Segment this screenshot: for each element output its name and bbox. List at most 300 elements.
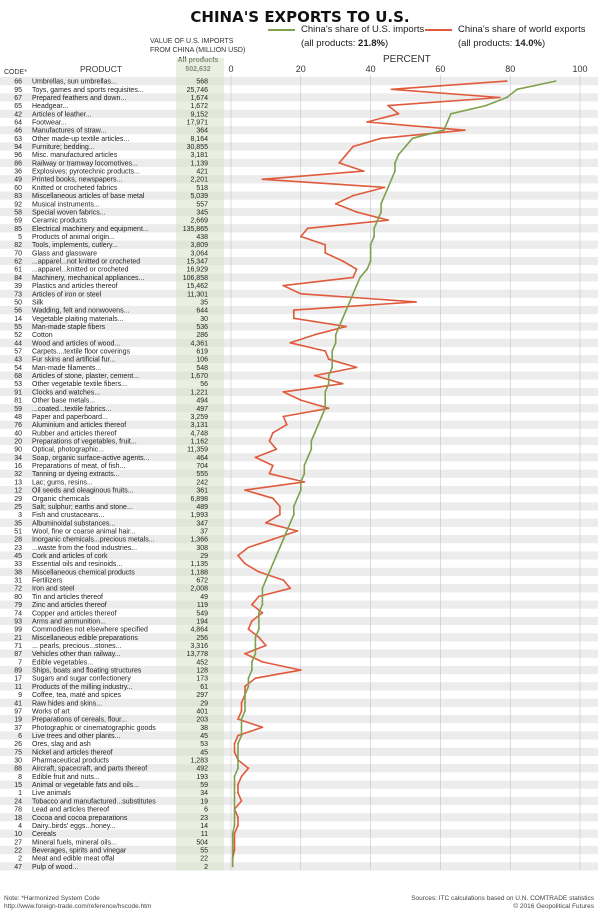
world-share-point <box>314 334 316 336</box>
world-share-point <box>248 546 250 548</box>
world-share-point <box>237 555 239 557</box>
row-product: Fur skins and artificial fur... <box>32 356 116 364</box>
row-code: 69 <box>14 217 22 225</box>
us-share-point <box>405 146 407 148</box>
row-value: 203 <box>196 716 208 724</box>
row-value: 644 <box>196 307 208 315</box>
row-product: Fish and crustaceans... <box>32 512 105 520</box>
us-share-point <box>237 743 239 745</box>
world-share-point <box>384 187 386 189</box>
world-share-point <box>356 366 358 368</box>
world-share-point <box>307 227 309 229</box>
row-product: Clocks and watches... <box>32 389 101 397</box>
us-share-point <box>300 481 302 483</box>
row-product: ...waste from the food industries... <box>32 544 138 552</box>
row-code: 67 <box>14 94 22 102</box>
row-code: 96 <box>14 152 22 160</box>
row-code: 7 <box>18 659 22 667</box>
row-code: 1 <box>18 790 22 798</box>
row-value: 489 <box>196 503 208 511</box>
row-code: 62 <box>14 258 22 266</box>
row-value: 16,929 <box>186 266 208 274</box>
row-product: Man-made staple fibers <box>32 323 106 331</box>
us-share-point <box>356 285 358 287</box>
world-share-point <box>324 350 326 352</box>
row-code: 58 <box>14 209 22 217</box>
row-value: 128 <box>196 667 208 675</box>
world-share-point <box>234 849 236 851</box>
row-code: 73 <box>14 291 22 299</box>
row-product: Commodities not elsewhere specified <box>32 626 148 634</box>
us-share-point <box>255 645 257 647</box>
world-share-point <box>237 718 239 720</box>
row-product: Glass and glassware <box>32 250 97 258</box>
us-share-point <box>331 358 333 360</box>
row-code: 28 <box>14 536 22 544</box>
us-share-point <box>248 686 250 688</box>
row-code: 43 <box>14 356 22 364</box>
row-code: 68 <box>14 373 22 381</box>
row-value: 549 <box>196 610 208 618</box>
row-product: Albuminoidal substances... <box>32 520 116 528</box>
us-share-point <box>380 211 382 213</box>
row-product: Meat and edible meat offal <box>32 855 115 863</box>
row-code: 15 <box>14 782 22 790</box>
us-share-point <box>248 677 250 679</box>
value-column-header: VALUE OF U.S. IMPORTS FROM CHINA (MILLION USD) <box>150 38 246 54</box>
world-share-point <box>265 522 267 524</box>
world-share-point <box>356 211 358 213</box>
row-value: 11,359 <box>187 446 208 454</box>
us-share-point <box>251 669 253 671</box>
row-value: 6,898 <box>190 495 208 503</box>
world-share-point <box>345 326 347 328</box>
legend-us-note: (all products: 21.8%) <box>301 38 389 49</box>
world-share-point <box>237 825 239 827</box>
world-share-point <box>289 587 291 589</box>
world-share-point <box>506 80 508 82</box>
row-code: 48 <box>14 413 22 421</box>
row-stripe <box>0 830 598 838</box>
row-code: 44 <box>14 340 22 348</box>
us-share-point <box>258 612 260 614</box>
row-code: 27 <box>14 839 22 847</box>
row-value: 1,670 <box>190 373 208 381</box>
row-value: 5,039 <box>190 193 208 201</box>
world-share-point <box>342 260 344 262</box>
world-share-point <box>262 612 264 614</box>
row-product: Preparations of cereals, flour... <box>32 716 127 724</box>
row-value: 345 <box>196 209 208 217</box>
row-code: 4 <box>18 822 22 830</box>
world-share-point <box>345 154 347 156</box>
row-product: Pharmaceutical products <box>32 757 110 765</box>
us-share-point <box>262 587 264 589</box>
us-share-point <box>303 473 305 475</box>
row-product: Electrical machinery and equipment... <box>32 225 149 233</box>
world-share-point <box>324 252 326 254</box>
row-value: 1,672 <box>190 103 208 111</box>
row-stripe <box>0 862 598 870</box>
us-share-point <box>234 792 236 794</box>
us-share-point <box>255 653 257 655</box>
row-code: 54 <box>14 364 22 372</box>
us-share-point <box>370 260 372 262</box>
row-value: 59 <box>200 782 208 790</box>
world-share-point <box>272 497 274 499</box>
row-value: 619 <box>196 348 208 356</box>
row-product: Footwear... <box>32 119 67 127</box>
world-share-point <box>300 293 302 295</box>
row-product: Nickel and articles thereof <box>32 749 113 757</box>
row-product: Machinery, mechanical appliances... <box>32 274 145 282</box>
row-value: 193 <box>196 773 208 781</box>
x-tick-label: 60 <box>435 64 446 74</box>
us-share-point <box>387 187 389 189</box>
row-value: 504 <box>196 839 208 847</box>
row-code: 85 <box>14 225 22 233</box>
row-value: 2,008 <box>190 585 208 593</box>
row-product: Live animals <box>32 790 71 798</box>
world-share-point <box>262 178 264 180</box>
row-product: Special woven fabrics... <box>32 209 106 217</box>
us-share-point <box>328 375 330 377</box>
row-code: 35 <box>14 520 22 528</box>
world-share-point <box>293 309 295 311</box>
row-product: Miscellaneous articles of base metal <box>32 193 145 201</box>
row-value: 242 <box>196 479 208 487</box>
row-code: 74 <box>14 610 22 618</box>
us-share-point <box>262 604 264 606</box>
row-code: 57 <box>14 348 22 356</box>
us-share-point <box>234 800 236 802</box>
row-product: Preparations of vegetables, fruit... <box>32 438 137 446</box>
us-share-point <box>232 833 234 835</box>
row-value: 421 <box>196 168 208 176</box>
row-product: Aircraft, spacecraft, and parts thereof <box>32 765 148 773</box>
row-code: 22 <box>14 847 22 855</box>
row-value: 23 <box>200 814 208 822</box>
row-value: 347 <box>196 520 208 528</box>
row-product: Edible vegetables... <box>32 659 94 667</box>
row-code: 21 <box>14 634 22 642</box>
row-product: Raw hides and skins... <box>32 700 103 708</box>
us-share-point <box>324 391 326 393</box>
us-share-point <box>331 350 333 352</box>
world-share-point <box>296 530 298 532</box>
row-code: 18 <box>14 814 22 822</box>
row-code: 20 <box>14 438 22 446</box>
us-share-point <box>384 195 386 197</box>
world-share-point <box>251 620 253 622</box>
row-code: 52 <box>14 332 22 340</box>
code-column-header: CODE* <box>4 69 27 76</box>
row-code: 38 <box>14 569 22 577</box>
world-share-point <box>268 440 270 442</box>
us-share-point <box>338 326 340 328</box>
us-share-point <box>373 236 375 238</box>
row-product: Other vegetable textile fibers... <box>32 381 127 389</box>
row-value: 6 <box>204 806 208 814</box>
row-product: Soap, organic surface-active agents... <box>32 454 150 462</box>
row-product: Ceramic products <box>32 217 87 225</box>
world-share-point <box>415 301 417 303</box>
row-code: 9 <box>18 692 22 700</box>
row-code: 64 <box>14 119 22 127</box>
row-product: Arms and ammunition... <box>32 618 106 626</box>
row-value: 37 <box>200 528 208 536</box>
world-share-point <box>499 97 501 99</box>
us-share-point <box>394 162 396 164</box>
row-code: 29 <box>14 495 22 503</box>
row-value: 1,162 <box>190 438 208 446</box>
x-tick-label: 80 <box>505 64 516 74</box>
row-product: Cotton <box>32 332 53 340</box>
row-code: 34 <box>14 454 22 462</box>
us-share-point <box>282 538 284 540</box>
row-value: 536 <box>196 323 208 331</box>
world-share-point <box>282 391 284 393</box>
legend-world-note: (all products: 14.0%) <box>458 38 546 49</box>
legend-us-value: 21.8% <box>358 38 385 49</box>
row-value: 56 <box>200 381 208 389</box>
us-share-point <box>234 816 236 818</box>
row-stripe <box>0 584 598 592</box>
row-product: ... pearls, precious...stones... <box>32 643 122 650</box>
us-share-point <box>366 268 368 270</box>
us-share-point <box>293 514 295 516</box>
row-value: 286 <box>196 332 208 340</box>
row-product: Mineral fuels, mineral oils... <box>32 839 117 847</box>
legend-us-label: China's share of U.S. imports <box>301 24 425 35</box>
row-value: 555 <box>196 471 208 479</box>
row-code: 81 <box>14 397 22 405</box>
row-product: Silk <box>32 299 44 307</box>
footer-note: Note: *Harmonized System Code http://www.foreign-trade.com/reference/hscode.htm <box>4 895 152 910</box>
row-product: Iron and steel <box>32 585 75 593</box>
row-value: 38 <box>200 724 208 732</box>
row-code: 86 <box>14 160 22 168</box>
row-value: 494 <box>196 397 208 405</box>
row-product: Wadding, felt and nonwovens... <box>32 307 130 315</box>
row-code: 37 <box>14 724 22 732</box>
us-share-point <box>321 416 323 418</box>
world-share-point <box>286 424 288 426</box>
row-value: 35 <box>200 299 208 307</box>
row-product: Vehicles other than railway... <box>32 651 121 659</box>
row-value: 297 <box>196 692 208 700</box>
row-product: Tanning or dyeing extracts... <box>32 471 120 479</box>
row-code: 16 <box>14 463 22 471</box>
row-product: Toys, games and sports requisites... <box>32 86 144 94</box>
row-code: 2 <box>18 855 22 863</box>
row-code: 6 <box>18 732 22 740</box>
row-product: ...coated...textile fabrics... <box>32 405 112 413</box>
x-tick-label: 40 <box>365 64 376 74</box>
world-share-point <box>282 285 284 287</box>
row-code: 82 <box>14 242 22 250</box>
us-share-point <box>296 497 298 499</box>
footer-source: Sources: ITC calculations based on U.N. COMTRADE statistics © 2016 Geopolitical Futures <box>411 895 594 910</box>
row-product: Lac; gums, resins... <box>32 479 93 487</box>
row-value: 4,864 <box>190 626 208 634</box>
world-share-point <box>272 465 274 467</box>
row-value: 1,366 <box>190 536 208 544</box>
x-tick-label: 20 <box>295 64 306 74</box>
row-product: Products of animal origin... <box>32 234 115 241</box>
row-value: 1,283 <box>190 757 208 765</box>
row-code: 41 <box>14 700 22 708</box>
world-share-point <box>265 645 267 647</box>
row-value: 15,347 <box>186 258 208 266</box>
row-value: 45 <box>200 749 208 757</box>
row-code: 8 <box>18 773 22 781</box>
row-value: 452 <box>196 659 208 667</box>
row-product: Carpets....textile floor coverings <box>32 348 131 356</box>
us-share-point <box>324 407 326 409</box>
world-share-point <box>279 506 281 508</box>
row-product: Knitted or crocheted fabrics <box>32 184 118 192</box>
world-share-point <box>328 358 330 360</box>
world-share-point <box>279 514 281 516</box>
row-product: Other base metals... <box>32 397 96 405</box>
us-share-point <box>314 432 316 434</box>
world-share-point <box>244 563 246 565</box>
row-code: 89 <box>14 667 22 675</box>
us-share-point <box>234 808 236 810</box>
row-value: 438 <box>196 234 208 241</box>
row-code: 36 <box>14 168 22 176</box>
us-share-point <box>258 628 260 630</box>
row-code: 11 <box>14 683 22 691</box>
row-value: 29 <box>200 553 208 561</box>
us-share-point <box>335 334 337 336</box>
world-share-point <box>387 105 389 107</box>
row-value: 548 <box>196 364 208 372</box>
row-product: Cereals <box>32 831 57 839</box>
us-share-point <box>443 129 445 131</box>
world-share-point <box>258 596 260 598</box>
row-code: 24 <box>14 798 22 806</box>
world-share-point <box>352 195 354 197</box>
row-code: 71 <box>14 643 22 650</box>
row-value: 3,316 <box>190 643 208 650</box>
row-code: 66 <box>14 78 22 86</box>
row-code: 94 <box>14 144 22 152</box>
us-share-point <box>352 293 354 295</box>
row-value: 1,135 <box>190 561 208 569</box>
us-share-point <box>237 751 239 753</box>
world-share-point <box>335 203 337 205</box>
us-share-point <box>307 456 309 458</box>
row-code: 84 <box>14 274 22 282</box>
row-code: 90 <box>14 446 22 454</box>
world-share-point <box>282 579 284 581</box>
row-product: Live trees and other plants... <box>32 732 121 740</box>
row-code: 53 <box>14 381 22 389</box>
row-product: Other made-up textile articles... <box>32 135 130 143</box>
row-value: 53 <box>200 741 208 749</box>
world-share-point <box>300 669 302 671</box>
world-share-point <box>241 702 243 704</box>
world-share-point <box>391 88 393 90</box>
us-share-point <box>345 309 347 311</box>
row-value: 3,181 <box>190 152 208 160</box>
us-share-point <box>232 849 234 851</box>
us-share-point <box>251 661 253 663</box>
us-share-point <box>370 244 372 246</box>
row-code: 12 <box>14 487 22 495</box>
us-share-point <box>359 277 361 279</box>
row-product: Coffee, tea, maté and spices <box>32 692 121 700</box>
row-product: Tin and articles thereof <box>32 593 103 601</box>
row-value: 106,858 <box>182 274 208 282</box>
us-share-point <box>232 841 234 843</box>
row-code: 51 <box>14 528 22 536</box>
row-value: 308 <box>196 544 208 552</box>
world-share-point <box>352 277 354 279</box>
row-value: 568 <box>196 78 208 86</box>
row-code: 99 <box>14 626 22 634</box>
row-code: 80 <box>14 593 22 601</box>
row-product: Sugars and sugar confectionery <box>32 675 131 683</box>
us-share-point <box>342 317 344 319</box>
row-value: 256 <box>196 634 208 642</box>
us-share-point <box>328 383 330 385</box>
row-product: Animal or vegetable fats and oils... <box>32 782 140 790</box>
row-product: Inorganic chemicals...precious metals... <box>32 536 155 544</box>
us-share-point <box>373 227 375 229</box>
row-product: Plastics and articles thereof <box>32 283 118 291</box>
row-product: Products of the milling industry... <box>32 683 133 691</box>
world-share-point <box>237 735 239 737</box>
us-share-point <box>446 121 448 123</box>
row-value: 30,855 <box>186 144 208 152</box>
row-code: 14 <box>14 315 22 323</box>
us-share-point <box>237 767 239 769</box>
us-share-point <box>237 759 239 761</box>
row-value: 4,361 <box>190 340 208 348</box>
row-product: Explosives; pyrotechnic products... <box>32 168 140 176</box>
row-product: Essential oils and resinoids... <box>32 561 123 569</box>
row-product: Dairy..birds' eggs...honey... <box>32 822 116 830</box>
world-share-point <box>338 162 340 164</box>
world-share-point <box>268 473 270 475</box>
row-value: 119 <box>196 602 208 610</box>
row-code: 55 <box>14 323 22 331</box>
world-share-point <box>352 146 354 148</box>
row-code: 92 <box>14 201 22 209</box>
world-share-point <box>258 571 260 573</box>
world-share-point <box>237 784 239 786</box>
us-share-point <box>310 440 312 442</box>
row-product: Man-made filaments... <box>32 364 102 372</box>
world-share-point <box>241 775 243 777</box>
world-share-point <box>262 726 264 728</box>
row-code: 78 <box>14 806 22 814</box>
row-product: Musical instruments... <box>32 201 100 209</box>
world-share-point <box>380 137 382 139</box>
world-share-point <box>237 816 239 818</box>
world-share-point <box>251 604 253 606</box>
world-share-point <box>272 538 274 540</box>
row-value: 17,971 <box>186 119 208 127</box>
row-code: 5 <box>18 234 22 241</box>
world-share-point <box>464 129 466 131</box>
row-product: Aluminium and articles thereof <box>32 422 127 430</box>
world-share-point <box>300 236 302 238</box>
us-share-point <box>232 857 234 859</box>
